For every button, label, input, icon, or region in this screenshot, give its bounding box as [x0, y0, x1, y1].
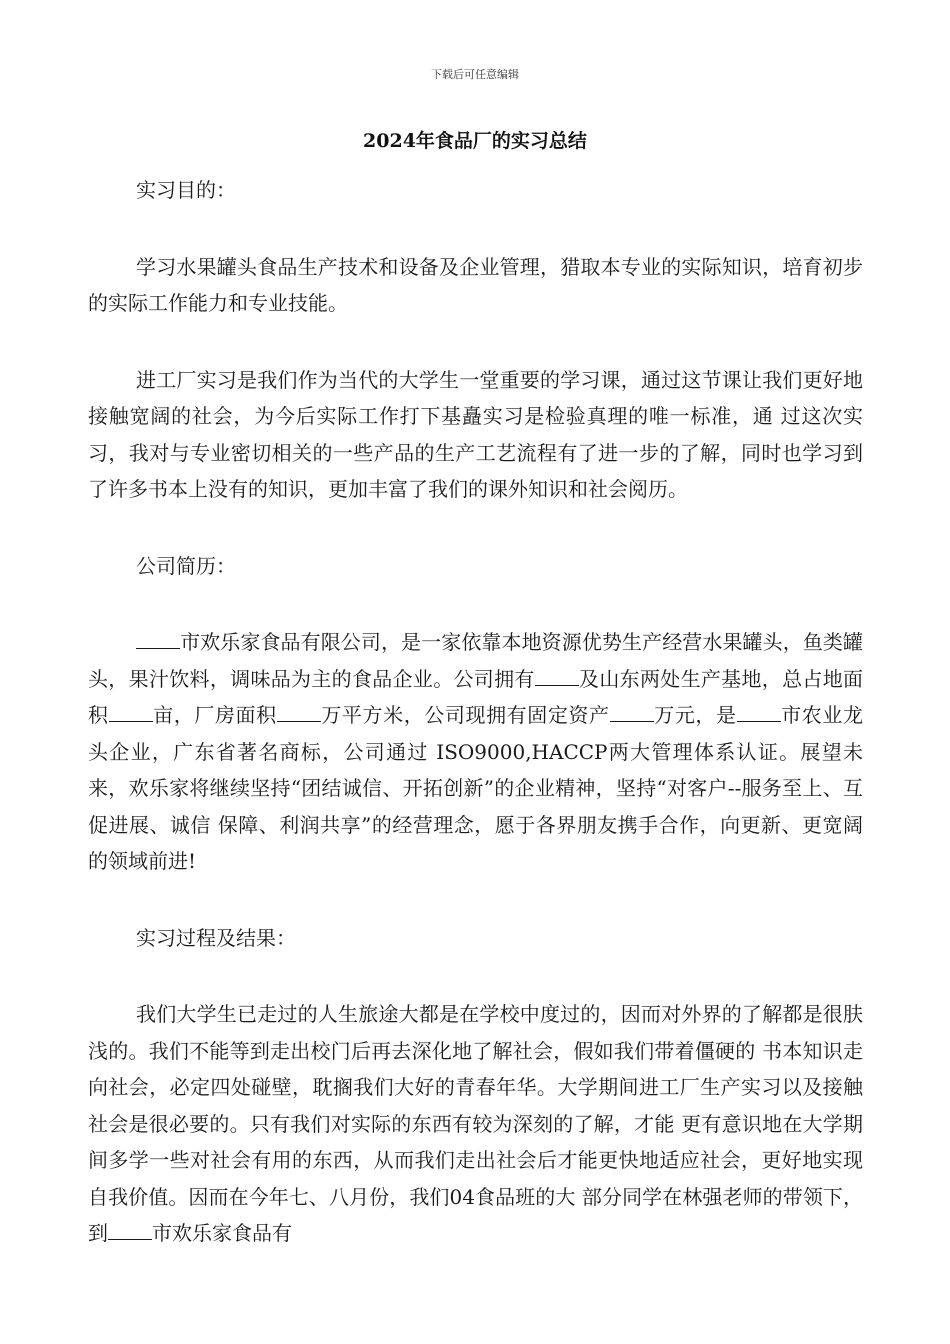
- blank-line: [136, 630, 180, 649]
- document-body: [88, 152, 863, 1272]
- process-text-1: 我们大学生已走过的人生旅途大都是在学校中度过的，因而对外界的了解都是很肤浅的。我们不能等到走出校门后再去深化地了解社会，假如我们带着僵硬的 书本知识走向社会，必定四处碰壁，耽搁我们大好的青春年华。大学期间进工厂生产实习以及接触社会是很必要的。只有我们对实际的东西有较为深刻的了解，才能 更有意识地在大学期间多学一些对社会有用的东西，从而我们走出社会后才能更快地适应社会，更好地实现自我价值。因而在今年七、八月份，我们04食品班的大 部分同学在林强老师的带领下，到: [88, 1002, 863, 1245]
- blank-line: [109, 703, 153, 722]
- document-title: 2024年食品厂的实习总结: [363, 130, 587, 152]
- header-note: 下载后可任意编辑: [431, 68, 519, 81]
- paragraph-internship-significance: 进工厂实习是我们作为当代的大学生一堂重要的学习课，通过这节课让我们更好地接触宽阔的社会，为今后实际工作打下基矗实习是检验真理的唯一标准，通 过这次实习，我对与专业密切相关的一些产品的生产工艺流程有了进一步的了解，同时也学习到了许多书本上没有的知识，更加丰富了我们的课外知识和社会阅历。: [88, 367, 863, 501]
- blank-line: [108, 1221, 152, 1240]
- company-intro-text-3: 亩，厂房面积: [152, 703, 277, 727]
- company-intro-text-1: 市欢乐家食品有限公司，是一家依靠本地资源优势生产经营水果罐头，鱼类罐头，果汁饮料，调味品为主的食品企业。公司拥有: [88, 630, 863, 691]
- paragraph-company-intro: [88, 604, 863, 900]
- section-heading-purpose: 实习目的：: [136, 178, 236, 202]
- blank-line: [610, 703, 654, 722]
- company-intro-text-2: 及山东两处生产基地，总占地面积: [88, 666, 864, 727]
- process-text-2: 市欢乐家食品有: [152, 1221, 292, 1245]
- blank-line: [277, 703, 321, 722]
- section-heading-process: 实习过程及结果：: [136, 925, 296, 950]
- paragraph-purpose: 学习水果罐头食品生产技术和设备及企业管理，猎取本专业的实际知识，培育初步的实际工作能力和专业技能。: [88, 254, 863, 315]
- section-heading-company: 公司简历：: [136, 553, 236, 578]
- company-intro-text-6: 市农业龙头企业，广东省著名商标，公司通过 ISO9000,HACCP两大管理体系认证。展望未来，欢乐家将继续坚持“团结诚信、开拓创新”的企业精神，坚持“对客户--服务至上、互促进展、诚信 保障、利润共享”的经营理念，愿于各界朋友携手合作，向更新、更宽阔的领域前进!: [88, 703, 863, 873]
- company-intro-text-4: 万平方米，公司现拥有固定资产: [320, 703, 610, 727]
- blank-line: [535, 667, 579, 686]
- paragraph-process: [88, 976, 863, 1272]
- company-intro-text-5: 万元，是: [653, 703, 737, 727]
- blank-line: [737, 703, 781, 722]
